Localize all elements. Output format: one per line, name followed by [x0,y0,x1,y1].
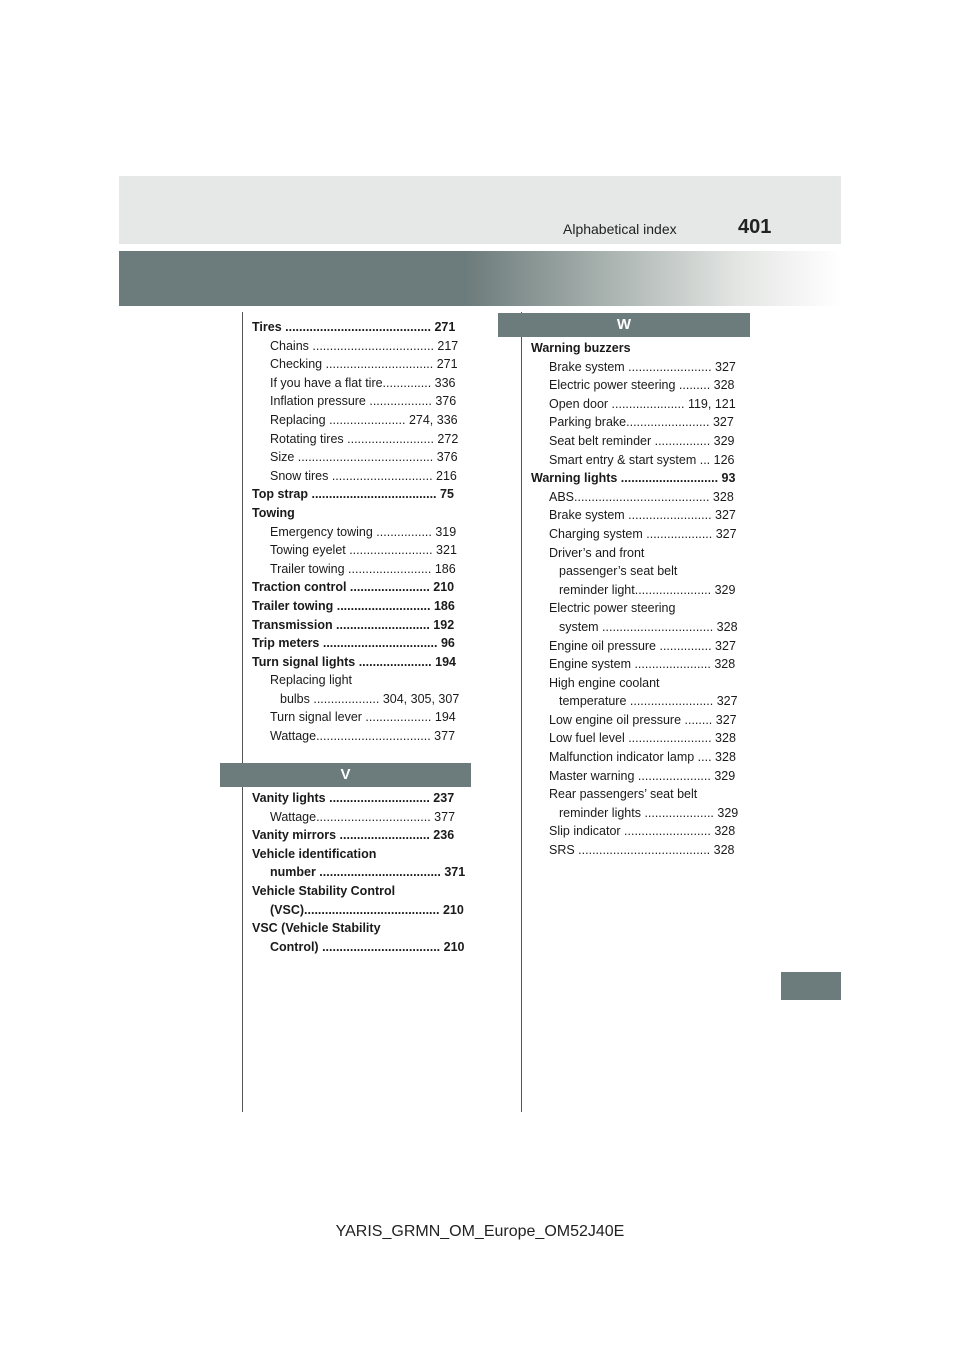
right-column-divider [521,312,522,1112]
section-gradient-band [119,251,841,306]
index-entry: Replacing light [270,673,352,688]
index-entry: number ................................... 371 [270,865,466,880]
index-entry: If you have a flat tire.............. 336 [270,375,456,390]
index-entry: reminder lights .................... 329 [559,805,739,820]
index-entry: Turn signal lights ..................... 194 [252,654,456,669]
index-entry: Replacing ...................... 274, 336 [270,412,458,427]
index-entry: reminder light...................... 329 [559,582,736,597]
index-entry: Parking brake........................ 327 [549,415,734,430]
section-tab-marker [781,972,841,1000]
index-entry: Rotating tires ......................... 272 [270,431,459,446]
index-entry: Traction control ....................... 210 [252,580,455,595]
index-entry: VSC (Vehicle Stability [252,921,381,936]
index-entry: Open door ..................... 119, 121 [549,396,736,411]
index-entry: Vehicle Stability Control [252,883,396,898]
index-entry: Trailer towing ........................... 186 [252,598,455,613]
index-entry: Towing eyelet ........................ 321 [270,543,457,558]
index-entry: Tires .......................................... 271 [252,320,456,334]
letter-heading-w: W [498,313,750,337]
index-entry: ABS....................................... 328 [549,489,734,504]
index-entry: Vanity lights ............................. 237 [252,791,455,805]
index-entry: Vanity mirrors .......................... 236 [252,828,455,843]
index-entry: Master warning ..................... 329 [549,768,736,783]
header-title: Alphabetical index [563,221,677,237]
index-entry: Seat belt reminder ................ 329 [549,433,735,448]
index-entry: Vehicle identification [252,846,377,861]
document-id: YARIS_GRMN_OM_Europe_OM52J40E [335,1223,625,1240]
index-entry: Rear passengers’ seat belt [549,787,698,802]
index-entry: Transmission ........................... 192 [252,617,455,632]
index-entry: Wattage................................. 377 [270,729,456,744]
index-entry: Warning buzzers [531,341,631,355]
index-list-w [531,339,751,860]
index-entry: Electric power steering [549,601,676,616]
header-bar [119,176,841,244]
index-entry: (VSC)....................................... 210 [270,902,464,917]
index-entry: Trailer towing ........................ 186 [270,561,456,576]
index-entry: Brake system ........................ 327 [549,359,736,374]
index-entry: Control) .................................. 210 [270,939,465,954]
index-entry: Low engine oil pressure ........ 327 [549,712,737,727]
page-number: 401 [738,216,772,238]
index-entry: Low fuel level ........................ 328 [549,731,736,746]
index-entry: SRS ...................................... 328 [549,843,735,858]
index-list-t [252,318,472,746]
letter-heading-v: V [220,763,471,787]
index-entry: High engine coolant [549,675,660,690]
index-entry: Smart entry & start system ... 126 [549,452,735,467]
index-entry: Warning lights ............................ 93 [531,471,736,486]
index-entry: Engine oil pressure ............... 327 [549,638,736,653]
index-entry: Chains ................................... 217 [270,338,459,353]
index-entry: Snow tires ............................. 216 [270,468,457,483]
index-entry: Top strap .................................... 75 [252,487,454,502]
index-entry: Engine system ...................... 328 [549,657,736,672]
index-entry: Inflation pressure .................. 376 [270,394,457,409]
index-entry: Electric power steering ......... 328 [549,378,735,393]
index-entry: Malfunction indicator lamp .... 328 [549,750,736,765]
index-list-v [252,789,472,956]
index-entry: Brake system ........................ 327 [549,508,736,523]
index-entry: Size ....................................... 376 [270,450,458,465]
index-entry: system ................................ 328 [559,619,738,634]
index-entry: Charging system ................... 327 [549,526,737,541]
index-entry: Towing [252,505,295,520]
index-entry: Trip meters ................................. 96 [252,636,455,651]
index-entry: temperature ........................ 327 [559,694,738,709]
left-column-divider [242,312,243,1112]
index-entry: Driver’s and front [549,545,645,560]
index-entry: Slip indicator ......................... 328 [549,824,736,839]
index-entry: Turn signal lever ................... 194 [270,710,456,725]
index-entry: Checking ............................... 271 [270,357,458,372]
index-entry: bulbs ................... 304, 305, 307 [280,691,460,706]
index-entry: Emergency towing ................ 319 [270,524,457,539]
index-entry: Wattage................................. 377 [270,809,456,824]
index-entry: passenger’s seat belt [559,564,678,579]
